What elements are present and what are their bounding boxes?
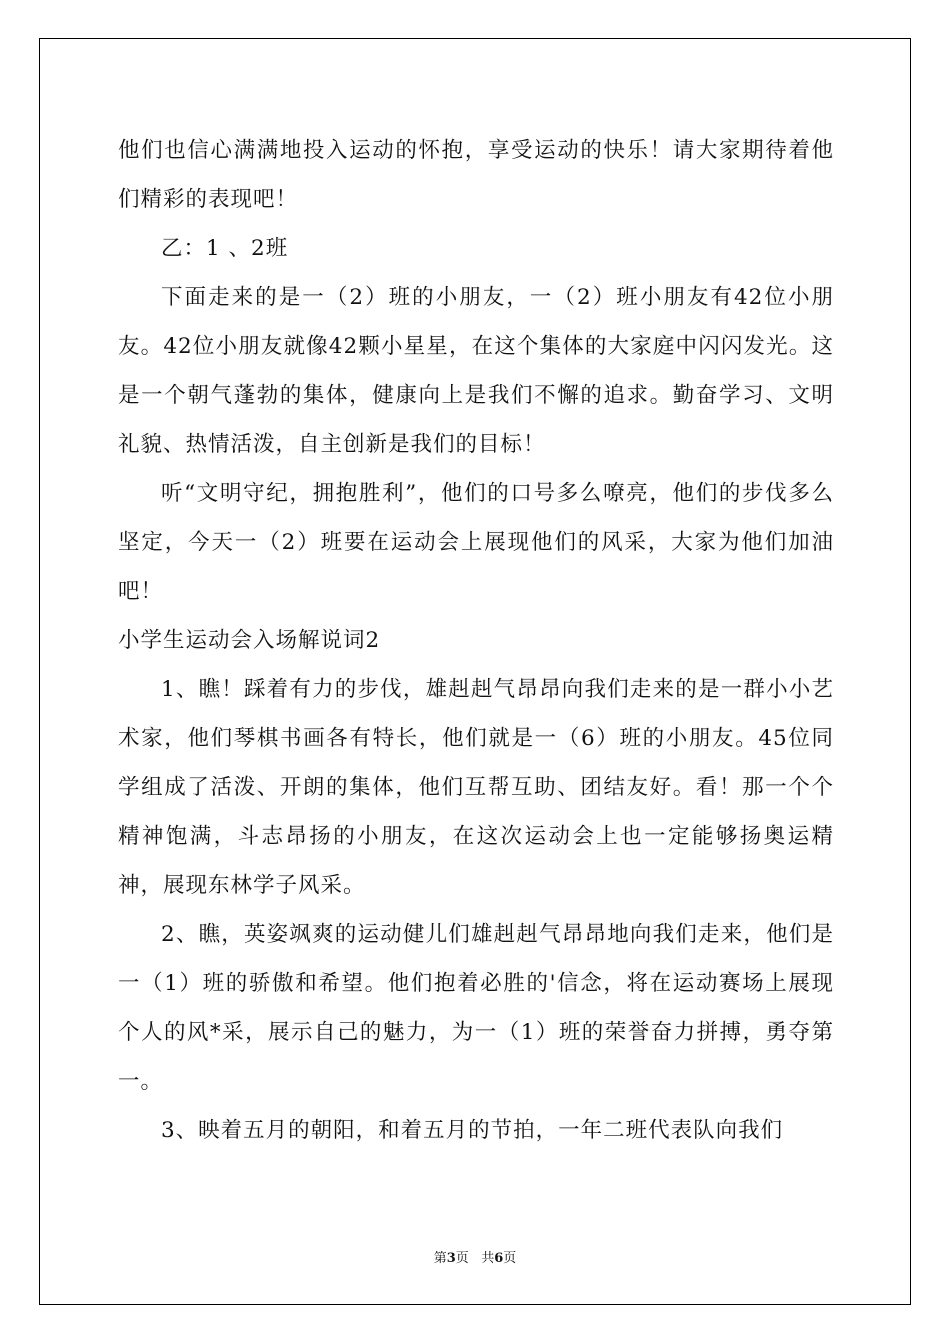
footer-total-prefix: 共	[481, 1251, 495, 1266]
footer-page-word: 页	[455, 1251, 469, 1266]
footer-prefix: 第	[433, 1251, 447, 1266]
page-footer	[0, 1247, 950, 1266]
paragraph-7: 3、映着五月的朝阳，和着五月的节拍，一年二班代表队向我们	[161, 1118, 784, 1143]
footer-total-suffix: 页	[503, 1251, 517, 1266]
footer-total-pages: 6	[494, 1251, 504, 1266]
paragraph-2: 乙：1 、2班	[161, 236, 289, 261]
paragraph-3: 下面走来的是一（2）班的小朋友，一（2）班小朋友有42位小朋友。42位小朋友就像42颗小星星，在这个集体的大家庭中闪闪发光。这是一个朝气蓬勃的集体，健康向上是我们不懈的追求。勤奋学习、文明礼貌、热情活泼，自主创新是我们的目标！	[118, 285, 834, 457]
footer-current-page: 3	[446, 1251, 456, 1266]
paragraph-5: 1、瞧！踩着有力的步伐，雄赳赳气昂昂向我们走来的是一群小小艺术家，他们琴棋书画各有特长，他们就是一（6）班的小朋友。45位同学组成了活泼、开朗的集体，他们互帮互助、团结友好。看！那一个个精神饱满，斗志昂扬的小朋友，在这次运动会上也一定能够扬奥运精神，展现东林学子风采。	[118, 677, 834, 898]
paragraph-1: 他们也信心满满地投入运动的怀抱，享受运动的快乐！请大家期待着他们精彩的表现吧！	[118, 138, 834, 212]
paragraph-6: 2、瞧，英姿飒爽的运动健儿们雄赳赳气昂昂地向我们走来，他们是一（1）班的骄傲和希望。他们抱着必胜的'信念，将在运动赛场上展现个人的风*采，展示自己的魅力，为一（1）班的荣誉奋力拼搏，勇夺第一。	[118, 922, 834, 1094]
document-body	[118, 126, 834, 1155]
section-heading: 小学生运动会入场解说词2	[118, 628, 381, 653]
paragraph-4: 听“文明守纪，拥抱胜利”，他们的口号多么嘹亮，他们的步伐多么坚定，今天一（2）班要在运动会上展现他们的风采，大家为他们加油吧！	[118, 481, 834, 604]
